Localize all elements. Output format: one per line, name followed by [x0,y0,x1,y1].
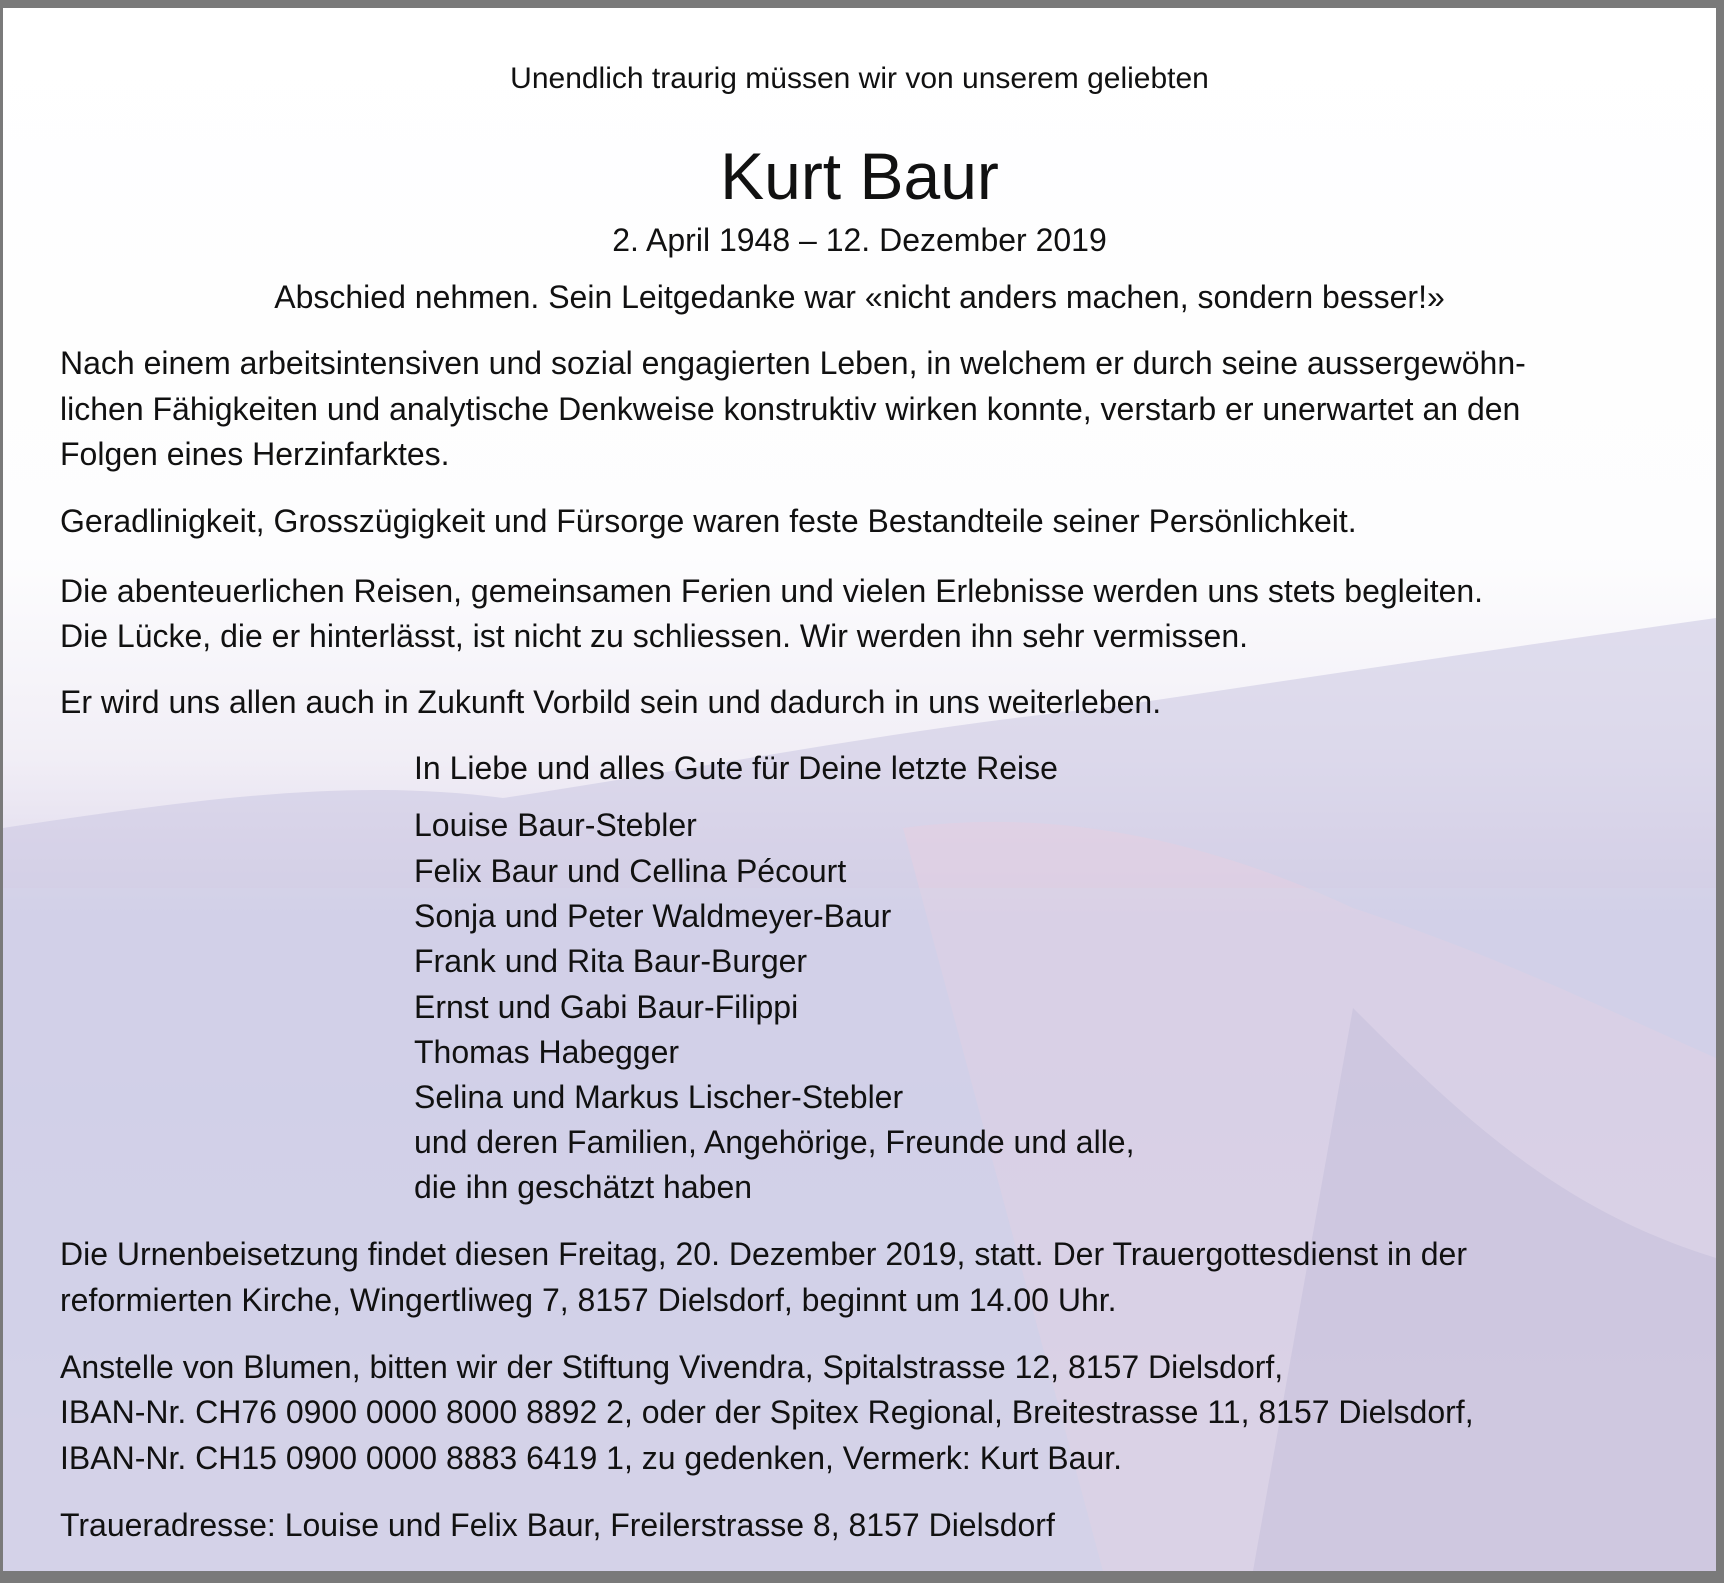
closing-text: In Liebe und alles Gute für Deine letzte Reise [414,750,1058,786]
paragraph-line: Die abenteuerlichen Reisen, gemeinsamen Ferien und vielen Erlebnisse werden uns stets begleiten. [60,573,1484,609]
paragraph-line: Die Lücke, die er hinterlässt, ist nicht zu schliessen. Wir werden ihn sehr vermissen. [60,618,1249,654]
signatory: Frank und Rita Baur-Burger [414,943,808,979]
paragraph-line: Geradlinigkeit, Grosszügigkeit und Fürsorge waren feste Bestandteile seiner Persönlichkeit. [60,503,1357,539]
paragraph-line: lichen Fähigkeiten und analytische Denkweise konstruktiv wirken konnte, verstarb er unerwartet an den [60,391,1521,427]
paragraph-line: Er wird uns allen auch in Zukunft Vorbild sein und dadurch in uns weiterleben. [60,684,1162,720]
signatory: Selina und Markus Lischer-Stebler [414,1079,904,1115]
lead-text: Abschied nehmen. Sein Leitgedanke war «nicht anders machen, sondern besser!» [274,279,1445,315]
signatory: Thomas Habegger [414,1034,680,1070]
signatory: Felix Baur und Cellina Pécourt [414,853,847,889]
funeral-info-line: Die Urnenbeisetzung findet diesen Freitag, 20. Dezember 2019, statt. Der Trauergottesdienst in der [60,1236,1467,1272]
signatory: Ernst und Gabi Baur-Filippi [414,989,799,1025]
paragraph-line: Folgen eines Herzinfarktes. [60,436,450,472]
paragraph-line: Nach einem arbeitsintensiven und sozial engagierten Leben, in welchem er durch seine aussergewöhn- [60,345,1526,381]
donation-info-line: IBAN-Nr. CH15 0900 0000 8883 6419 1, zu gedenken, Vermerk: Kurt Baur. [60,1440,1122,1476]
signatory: und deren Familien, Angehörige, Freunde und alle, [414,1124,1135,1160]
funeral-info-line: reformierten Kirche, Wingertliweg 7, 8157 Dielsdorf, beginnt um 14.00 Uhr. [60,1282,1117,1318]
signatory: Louise Baur-Stebler [414,807,697,843]
donation-info-line: IBAN-Nr. CH76 0900 0000 8000 8892 2, oder der Spitex Regional, Breitestrasse 11, 8157 Dielsdorf, [60,1394,1474,1430]
donation-info-line: Anstelle von Blumen, bitten wir der Stiftung Vivendra, Spitalstrasse 12, 8157 Dielsdorf, [60,1349,1284,1385]
life-dates: 2. April 1948 – 12. Dezember 2019 [612,222,1107,258]
deceased-name: Kurt Baur [720,139,999,213]
intro-text: Unendlich traurig müssen wir von unserem geliebten [510,62,1209,95]
signatory: die ihn geschätzt haben [414,1169,753,1205]
obituary-card [3,8,1716,1571]
signatory: Sonja und Peter Waldmeyer-Baur [414,898,892,934]
mourning-address: Traueradresse: Louise und Felix Baur, Freilerstrasse 8, 8157 Dielsdorf [60,1507,1055,1543]
